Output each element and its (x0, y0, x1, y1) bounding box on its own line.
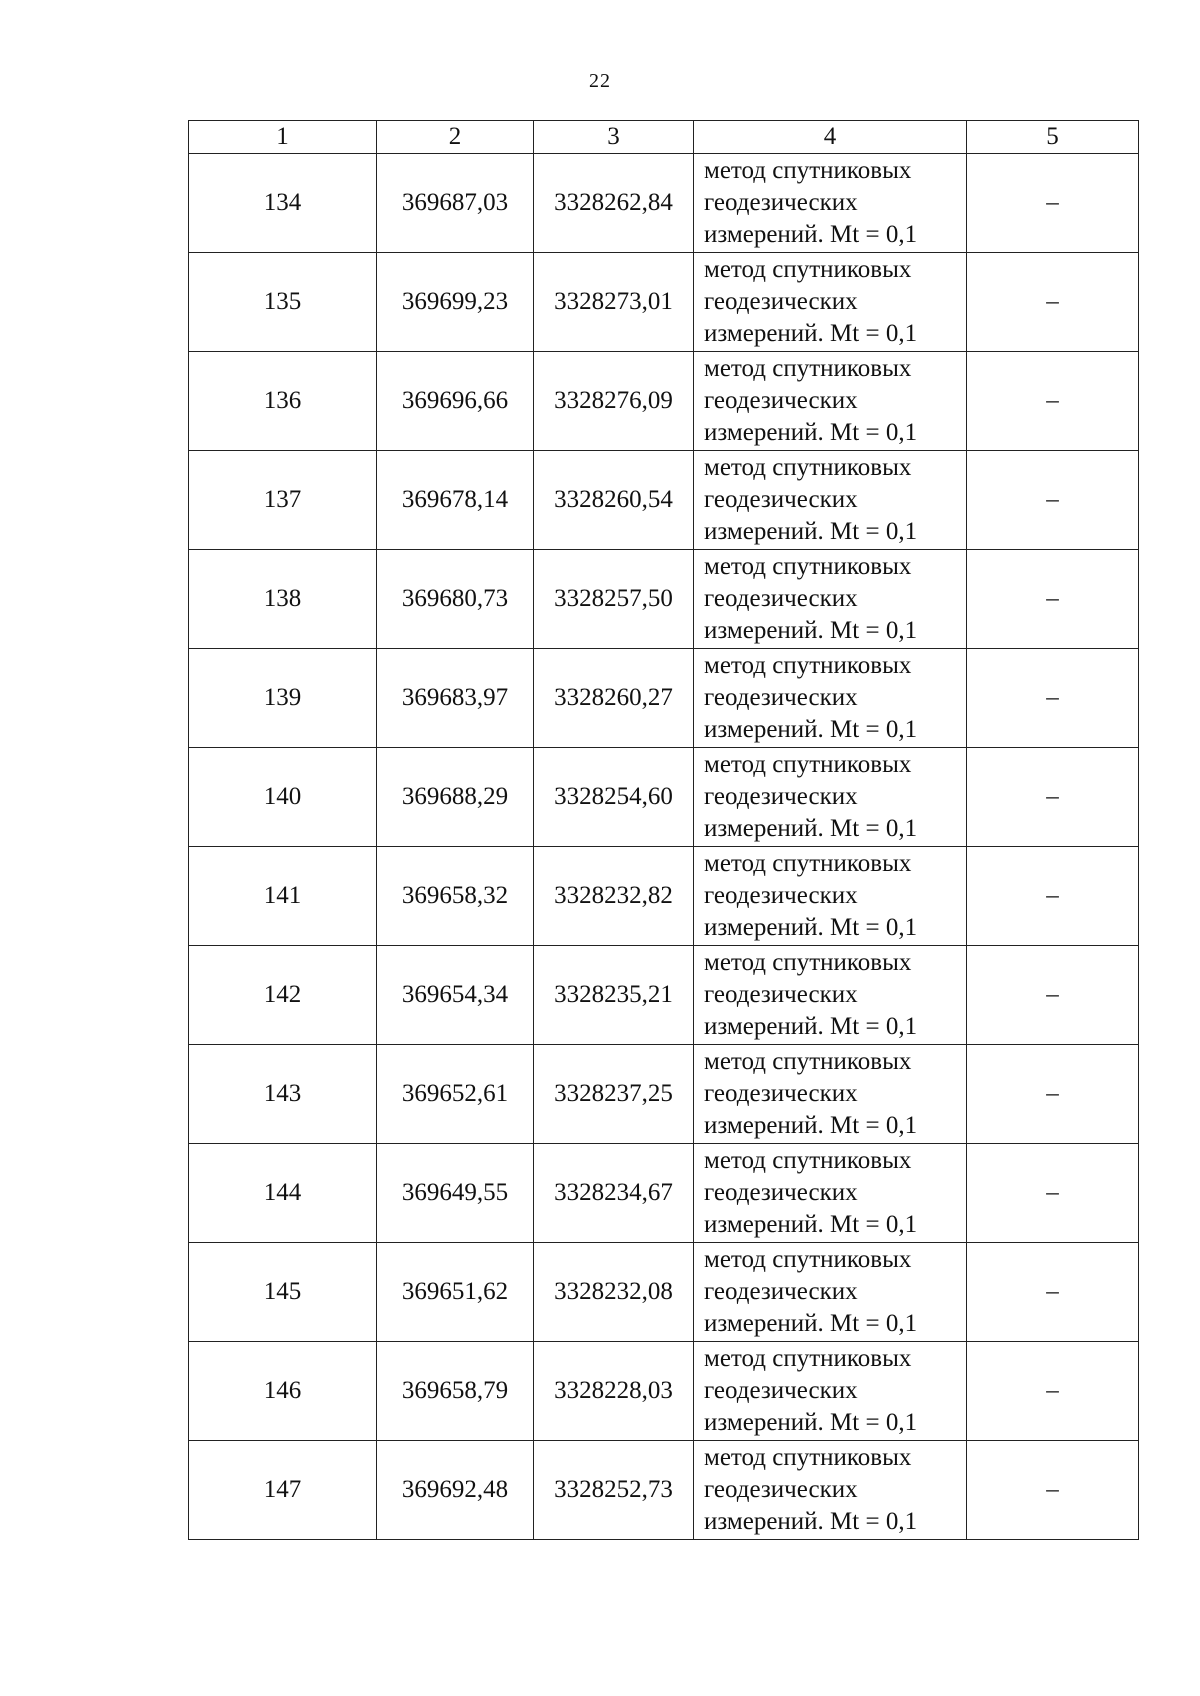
table-row (189, 550, 1139, 649)
note-cell: – (967, 1243, 1139, 1342)
note-cell: – (967, 649, 1139, 748)
point-number-cell: 145 (189, 1243, 377, 1342)
table-row (189, 1045, 1139, 1144)
coordinate-x-cell: 369687,03 (377, 154, 534, 253)
table-row (189, 352, 1139, 451)
method-text-line: метод спутниковых (704, 850, 912, 877)
coordinate-x-cell: 369654,34 (377, 946, 534, 1045)
note-cell: – (967, 1342, 1139, 1441)
method-text-line: измерений. Mt = 0,1 (704, 1112, 918, 1139)
method-text-line: метод спутниковых (704, 454, 912, 481)
coordinate-x-cell: 369658,79 (377, 1342, 534, 1441)
note-cell: – (967, 352, 1139, 451)
method-text-line: метод спутниковых (704, 751, 912, 778)
note-cell: – (967, 1045, 1139, 1144)
method-text-line: геодезических (704, 882, 858, 909)
method-cell (694, 1441, 967, 1540)
method-text-line: метод спутниковых (704, 553, 912, 580)
table-row (189, 847, 1139, 946)
method-text-line: измерений. Mt = 0,1 (704, 419, 918, 446)
point-number-cell: 138 (189, 550, 377, 649)
column-header-2: 2 (377, 121, 534, 154)
coordinate-y-cell: 3328234,67 (534, 1144, 694, 1243)
point-number-cell: 137 (189, 451, 377, 550)
coordinate-y-cell: 3328276,09 (534, 352, 694, 451)
note-cell: – (967, 946, 1139, 1045)
method-cell (694, 1243, 967, 1342)
note-cell: – (967, 1144, 1139, 1243)
coordinates-table (188, 120, 1139, 1540)
method-text-line: метод спутниковых (704, 652, 912, 679)
coordinate-y-cell: 3328228,03 (534, 1342, 694, 1441)
coordinate-y-cell: 3328252,73 (534, 1441, 694, 1540)
method-text-line: метод спутниковых (704, 1444, 912, 1471)
point-number-cell: 146 (189, 1342, 377, 1441)
method-text-line: измерений. Mt = 0,1 (704, 1310, 918, 1337)
point-number-cell: 141 (189, 847, 377, 946)
table-row (189, 649, 1139, 748)
method-cell (694, 154, 967, 253)
method-cell (694, 1144, 967, 1243)
method-text-line: геодезических (704, 387, 858, 414)
coordinate-x-cell: 369699,23 (377, 253, 534, 352)
method-text-line: геодезических (704, 189, 858, 216)
table-row (189, 1243, 1139, 1342)
table-row (189, 1441, 1139, 1540)
note-cell: – (967, 748, 1139, 847)
point-number-cell: 140 (189, 748, 377, 847)
method-cell (694, 451, 967, 550)
point-number-cell: 143 (189, 1045, 377, 1144)
column-header-4: 4 (694, 121, 967, 154)
table-row (189, 1342, 1139, 1441)
method-text-line: метод спутниковых (704, 355, 912, 382)
point-number-cell: 135 (189, 253, 377, 352)
method-cell (694, 1342, 967, 1441)
coordinate-y-cell: 3328260,54 (534, 451, 694, 550)
method-text-line: геодезических (704, 1476, 858, 1503)
coordinate-x-cell: 369651,62 (377, 1243, 534, 1342)
coordinate-y-cell: 3328232,08 (534, 1243, 694, 1342)
method-text-line: метод спутниковых (704, 1147, 912, 1174)
coordinate-y-cell: 3328257,50 (534, 550, 694, 649)
method-text-line: геодезических (704, 1278, 858, 1305)
method-text-line: метод спутниковых (704, 949, 912, 976)
method-text-line: геодезических (704, 684, 858, 711)
coordinate-y-cell: 3328260,27 (534, 649, 694, 748)
note-cell: – (967, 154, 1139, 253)
table-row (189, 748, 1139, 847)
method-cell (694, 847, 967, 946)
note-cell: – (967, 550, 1139, 649)
coordinate-x-cell: 369688,29 (377, 748, 534, 847)
column-header-3: 3 (534, 121, 694, 154)
method-text-line: геодезических (704, 1080, 858, 1107)
method-text-line: измерений. Mt = 0,1 (704, 914, 918, 941)
method-text-line: измерений. Mt = 0,1 (704, 518, 918, 545)
table-row (189, 1144, 1139, 1243)
point-number-cell: 147 (189, 1441, 377, 1540)
column-header-5: 5 (967, 121, 1139, 154)
coordinate-y-cell: 3328237,25 (534, 1045, 694, 1144)
page-number: 22 (589, 70, 611, 92)
table-row (189, 253, 1139, 352)
method-text-line: метод спутниковых (704, 157, 912, 184)
table-row (189, 946, 1139, 1045)
method-text-line: геодезических (704, 1377, 858, 1404)
method-text-line: геодезических (704, 981, 858, 1008)
coordinate-y-cell: 3328273,01 (534, 253, 694, 352)
coordinate-x-cell: 369696,66 (377, 352, 534, 451)
point-number-cell: 136 (189, 352, 377, 451)
method-cell (694, 253, 967, 352)
coordinate-y-cell: 3328232,82 (534, 847, 694, 946)
method-text-line: геодезических (704, 1179, 858, 1206)
method-text-line: измерений. Mt = 0,1 (704, 1013, 918, 1040)
method-text-line: метод спутниковых (704, 256, 912, 283)
point-number-cell: 142 (189, 946, 377, 1045)
method-cell (694, 550, 967, 649)
method-cell (694, 649, 967, 748)
coordinate-y-cell: 3328262,84 (534, 154, 694, 253)
coordinate-x-cell: 369658,32 (377, 847, 534, 946)
point-number-cell: 139 (189, 649, 377, 748)
coordinate-x-cell: 369680,73 (377, 550, 534, 649)
method-cell (694, 1045, 967, 1144)
method-text-line: измерений. Mt = 0,1 (704, 815, 918, 842)
method-text-line: метод спутниковых (704, 1246, 912, 1273)
method-text-line: измерений. Mt = 0,1 (704, 716, 918, 743)
table-header-row (189, 121, 1139, 154)
coordinate-x-cell: 369683,97 (377, 649, 534, 748)
note-cell: – (967, 451, 1139, 550)
method-text-line: измерений. Mt = 0,1 (704, 320, 918, 347)
method-text-line: измерений. Mt = 0,1 (704, 1409, 918, 1436)
coordinate-y-cell: 3328235,21 (534, 946, 694, 1045)
method-text-line: измерений. Mt = 0,1 (704, 1508, 918, 1535)
column-header-1: 1 (189, 121, 377, 154)
method-cell (694, 352, 967, 451)
method-text-line: геодезических (704, 783, 858, 810)
coordinate-x-cell: 369649,55 (377, 1144, 534, 1243)
coordinate-x-cell: 369692,48 (377, 1441, 534, 1540)
method-text-line: геодезических (704, 585, 858, 612)
method-text-line: геодезических (704, 288, 858, 315)
method-text-line: метод спутниковых (704, 1345, 912, 1372)
coordinate-y-cell: 3328254,60 (534, 748, 694, 847)
table-row (189, 451, 1139, 550)
table-body (189, 154, 1139, 1540)
coordinate-x-cell: 369652,61 (377, 1045, 534, 1144)
method-text-line: измерений. Mt = 0,1 (704, 1211, 918, 1238)
note-cell: – (967, 1441, 1139, 1540)
method-text-line: измерений. Mt = 0,1 (704, 221, 918, 248)
note-cell: – (967, 253, 1139, 352)
coordinate-x-cell: 369678,14 (377, 451, 534, 550)
method-cell (694, 748, 967, 847)
point-number-cell: 134 (189, 154, 377, 253)
point-number-cell: 144 (189, 1144, 377, 1243)
table-row (189, 154, 1139, 253)
method-text-line: метод спутниковых (704, 1048, 912, 1075)
method-text-line: геодезических (704, 486, 858, 513)
method-text-line: измерений. Mt = 0,1 (704, 617, 918, 644)
method-cell (694, 946, 967, 1045)
note-cell: – (967, 847, 1139, 946)
